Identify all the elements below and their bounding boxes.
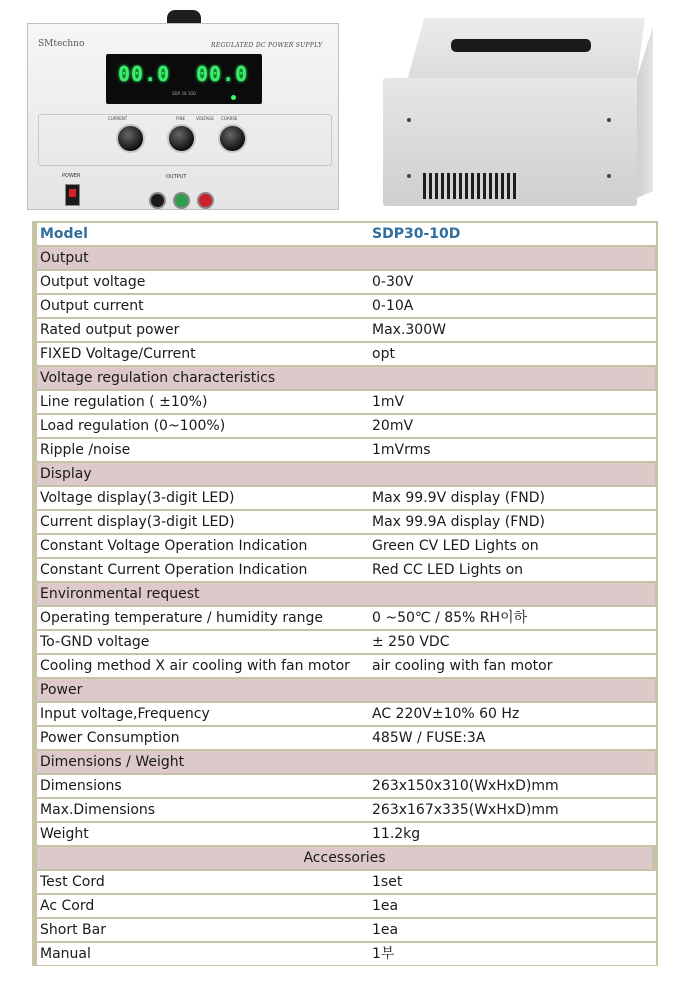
negative-terminal-icon xyxy=(149,192,166,209)
table-row xyxy=(32,342,658,366)
ground-terminal-icon xyxy=(173,192,190,209)
spec-label: Constant Current Operation Indication xyxy=(37,559,368,581)
spec-value: 11.2kg xyxy=(368,823,656,845)
section-title: Dimensions / Weight xyxy=(37,751,655,773)
spec-value: AC 220V±10% 60 Hz xyxy=(368,703,656,725)
spec-value: 0 ~50℃ / 85% RH이하 xyxy=(368,607,656,629)
panel-title: REGULATED DC POWER SUPPLY xyxy=(211,42,323,49)
table-row xyxy=(32,606,658,630)
spec-value: opt xyxy=(368,343,656,365)
spec-label: FIXED Voltage/Current xyxy=(37,343,368,365)
display-model: SDP 30-10D xyxy=(172,91,197,96)
spec-label: Output voltage xyxy=(37,271,368,293)
table-row xyxy=(32,270,658,294)
table-row xyxy=(32,798,658,822)
screw-icon xyxy=(607,174,611,178)
section-header-row xyxy=(32,846,658,870)
spec-label: Input voltage,Frequency xyxy=(37,703,368,725)
spec-value: 1set xyxy=(368,871,656,893)
table-row xyxy=(32,918,658,942)
current-readout: 00.0 xyxy=(196,62,249,86)
spec-label: Ripple /noise xyxy=(37,439,368,461)
spec-table xyxy=(32,221,658,966)
model-value: SDP30-10D xyxy=(368,223,656,245)
spec-value: Green CV LED Lights on xyxy=(368,535,656,557)
spec-label: Weight xyxy=(37,823,368,845)
spec-label: Cooling method X air cooling with fan motor xyxy=(37,655,368,677)
section-header-row xyxy=(32,246,658,270)
brand-logo: SMtechno xyxy=(38,39,85,49)
positive-terminal-icon xyxy=(197,192,214,209)
section-title: Power xyxy=(37,679,655,701)
table-row xyxy=(32,894,658,918)
spec-label: Power Consumption xyxy=(37,727,368,749)
table-row xyxy=(32,318,658,342)
output-label: OUTPUT xyxy=(166,174,187,180)
table-row xyxy=(32,630,658,654)
spec-value: Max 99.9V display (FND) xyxy=(368,487,656,509)
spec-value: 485W / FUSE:3A xyxy=(368,727,656,749)
table-row xyxy=(32,558,658,582)
spec-value: 0-30V xyxy=(368,271,656,293)
front-panel-photo xyxy=(27,10,339,210)
carry-handle xyxy=(451,39,591,52)
spec-label: Operating temperature / humidity range xyxy=(37,607,368,629)
voltage-readout: 00.0 xyxy=(118,62,171,86)
section-header-row xyxy=(32,462,658,486)
spec-value: air cooling with fan motor xyxy=(368,655,656,677)
vent-grille xyxy=(423,173,519,199)
spec-value: Max.300W xyxy=(368,319,656,341)
case-face xyxy=(383,78,637,206)
spec-value: 263x150x310(WxHxD)mm xyxy=(368,775,656,797)
table-row xyxy=(32,774,658,798)
table-header-row xyxy=(32,222,658,246)
spec-label: Ac Cord xyxy=(37,895,368,917)
section-title: Output xyxy=(37,247,655,269)
section-title: Environmental request xyxy=(37,583,655,605)
spec-label: Output current xyxy=(37,295,368,317)
spec-label: Max.Dimensions xyxy=(37,799,368,821)
model-label: Model xyxy=(37,223,368,245)
spec-value: Max 99.9A display (FND) xyxy=(368,511,656,533)
knob-label-fine: FINE xyxy=(176,116,185,121)
section-header-row xyxy=(32,750,658,774)
table-row xyxy=(32,702,658,726)
table-row xyxy=(32,726,658,750)
spec-label: Test Cord xyxy=(37,871,368,893)
spec-label: Manual xyxy=(37,943,368,965)
power-switch-icon xyxy=(65,184,80,206)
led-display xyxy=(106,54,262,104)
spec-value: 1ea xyxy=(368,895,656,917)
spec-label: Load regulation (0~100%) xyxy=(37,415,368,437)
spec-value: 1mV xyxy=(368,391,656,413)
table-row xyxy=(32,654,658,678)
knob-label-voltage: VOLTAGE xyxy=(196,116,214,121)
section-title: Display xyxy=(37,463,655,485)
table-row xyxy=(32,414,658,438)
section-header-row xyxy=(32,678,658,702)
rear-view-photo xyxy=(383,18,654,205)
spec-value: Red CC LED Lights on xyxy=(368,559,656,581)
table-row xyxy=(32,534,658,558)
table-row xyxy=(32,486,658,510)
spec-label: Line regulation ( ±10%) xyxy=(37,391,368,413)
power-label: POWER xyxy=(62,173,81,179)
spec-value: 263x167x335(WxHxD)mm xyxy=(368,799,656,821)
section-title: Accessories xyxy=(37,847,652,869)
spec-value: 1부 xyxy=(368,943,656,965)
spec-label: Current display(3-digit LED) xyxy=(37,511,368,533)
table-row xyxy=(32,294,658,318)
spec-label: To-GND voltage xyxy=(37,631,368,653)
section-header-row xyxy=(32,582,658,606)
spec-value: 20mV xyxy=(368,415,656,437)
current-knob xyxy=(116,124,145,153)
section-title: Voltage regulation characteristics xyxy=(37,367,655,389)
section-header-row xyxy=(32,366,658,390)
table-row xyxy=(32,438,658,462)
fine-knob xyxy=(167,124,196,153)
spec-label: Constant Voltage Operation Indication xyxy=(37,535,368,557)
screw-icon xyxy=(407,174,411,178)
cv-led-icon xyxy=(231,95,236,100)
product-photos xyxy=(0,0,700,215)
table-row xyxy=(32,942,658,966)
table-row xyxy=(32,870,658,894)
front-panel xyxy=(27,23,339,210)
spec-value: ± 250 VDC xyxy=(368,631,656,653)
knob-label-coarse: COARSE xyxy=(221,116,238,121)
spec-value: 1mVrms xyxy=(368,439,656,461)
spec-label: Voltage display(3-digit LED) xyxy=(37,487,368,509)
coarse-knob xyxy=(218,124,247,153)
table-row xyxy=(32,510,658,534)
knob-label-current: CURRENT xyxy=(108,116,128,121)
table-row xyxy=(32,390,658,414)
spec-label: Short Bar xyxy=(37,919,368,941)
screw-icon xyxy=(407,118,411,122)
spec-value: 1ea xyxy=(368,919,656,941)
spec-label: Dimensions xyxy=(37,775,368,797)
spec-value: 0-10A xyxy=(368,295,656,317)
spec-label: Rated output power xyxy=(37,319,368,341)
screw-icon xyxy=(607,118,611,122)
table-row xyxy=(32,822,658,846)
